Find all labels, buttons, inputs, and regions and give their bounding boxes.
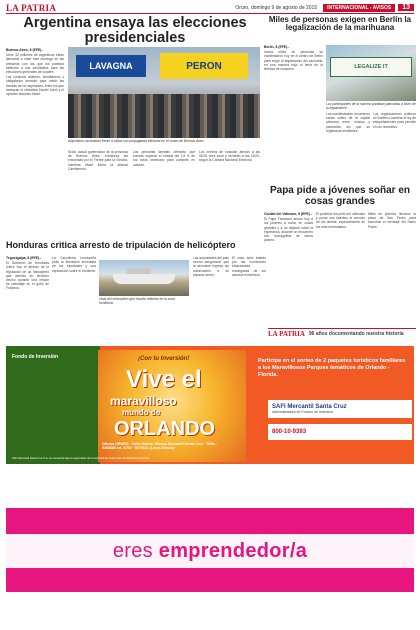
emprendedor-band xyxy=(6,534,414,568)
pope-paragraph-2: El pontífice les pidió ser valientes y poner sus talentos al servicio de los demás, especialmente de los más necesitados. xyxy=(316,212,365,229)
marijuana-paragraph-3: Los organizadores pidieron al Gobierno cambiar la ley de estupefacientes para permitir el uso recreativo. xyxy=(373,112,416,129)
honduras-photo xyxy=(99,260,189,296)
marijuana-column-1 xyxy=(264,45,323,181)
la-patria-strip xyxy=(268,328,416,338)
ad-safi-logo xyxy=(268,400,412,418)
honduras-column-1 xyxy=(6,256,49,340)
masthead xyxy=(6,2,414,14)
marijuana-headline: Miles de personas exigen en Berlín la legalización de la marihuana xyxy=(268,15,412,33)
elections-paragraph-1: Unos 32 millones de argentinos están llamados a votar este domingo en las primarias con las que los partidos definirán a sus candidatos para las elecciones generales de octubre. xyxy=(6,53,64,75)
issue-date: Oruro, domingo 9 de agosto de 2015 xyxy=(235,4,318,11)
ad-safi-sub: Administradora de Fondos de Inversión xyxy=(272,410,334,414)
elections-paragraph-3: Scioli, actual gobernador de la provincia de Buenos Aires, encabeza las encuestas por el Frente para la Victoria, mientras Macri lidera la alianza Cambiemos. xyxy=(68,150,128,171)
ad-tagline: ¡Con tu Inversión! xyxy=(138,356,190,362)
photo-sign-peron: PERON xyxy=(160,53,248,79)
emprendedor-text-bold: emprendedor/a xyxy=(158,539,308,562)
marijuana-photo-caption: Los participantes de la marcha portaban pancartas a favor de la legalización. xyxy=(326,102,416,110)
ad-green-panel xyxy=(6,346,100,464)
emprendedor-text xyxy=(113,540,307,563)
marijuana-paragraph-2: Los manifestantes recorrieron varias calles de la capital alemana entre música y pancartas, sin que se registraran incidentes. xyxy=(326,112,370,133)
ad-fund-label: Fondo de Inversión xyxy=(12,354,59,360)
pope-column-3 xyxy=(368,212,416,325)
ad-promo-text: Participa en el sorteo de 2 paquetes turísticos familiares a los Maravillosos Parques temáticos de Orlando - Florida. xyxy=(258,358,406,378)
ad-vive: Vive el xyxy=(126,366,202,393)
pope-paragraph-1: El Papa Francisco animó hoy a los jóvenes a soñar en cosas grandes y a no dejarse robar la esperanza, durante un encuentro con monaguillos de varios países. xyxy=(264,217,313,243)
honduras-paragraph-3: Las autoridades del país vecino aseguraron que la aeronave ingresó sin autorización a su espacio aéreo. xyxy=(193,256,229,277)
honduras-photo-caption: Vista del helicóptero que resultó retenido en la zona fronteriza. xyxy=(99,297,175,305)
honduras-column-4 xyxy=(232,256,266,340)
marijuana-column-2 xyxy=(326,112,370,181)
pope-headline: Papa pide a jóvenes soñar en cosas grandes xyxy=(269,185,411,207)
elections-column-2 xyxy=(68,150,128,238)
pope-column-1 xyxy=(264,212,313,325)
marijuana-photo xyxy=(326,45,416,101)
honduras-paragraph-4: El caso será tratado por las comisiones binacionales encargadas de los asuntos fronterizos. xyxy=(232,256,266,277)
ad-office-info: Oficina ORURO · Calle Bolívar Oficina Mercantil Santa Cruz · Telfs.: 5253688 int. 5765 · 5273331 (Línea Directa) xyxy=(102,442,217,451)
emprendedor-advertisement[interactable] xyxy=(6,508,414,592)
honduras-paragraph-2: La Cancillería hondureña pidió la liberación inmediata de los tripulantes y una explicación sobre el incidente. xyxy=(52,256,96,273)
emprendedor-text-normal: eres xyxy=(112,539,159,562)
marijuana-column-3 xyxy=(373,112,416,181)
honduras-column-3 xyxy=(193,256,229,340)
orlando-advertisement[interactable] xyxy=(6,346,414,464)
elections-byline: Buenos Aires, 8 (EFE).- xyxy=(6,48,44,52)
strip-logo: LA PATRIA xyxy=(268,329,305,338)
marijuana-paragraph-1: Varios miles de personas se manifestaron hoy en el centro de Berlín para exigir la legalización del cannabis, en una marcha bajo el lema de la libertad de consumo. xyxy=(264,50,323,72)
elections-headline: Argentina ensaya las elecciones presidenciales xyxy=(23,15,247,47)
marijuana-byline: Berlín, 8 (EFE).- xyxy=(264,45,290,49)
pope-column-2 xyxy=(316,212,365,325)
elections-column-1 xyxy=(6,48,64,238)
strip-text: 96 años documentando nuestra historia xyxy=(308,330,404,337)
elections-paragraph-4: Las primarias también definirán qué fuerzas superan el umbral del 1,5 % de los votos necesario para competir en octubre. xyxy=(133,150,195,167)
photo-crowd xyxy=(68,94,260,138)
page-number: 13 xyxy=(398,4,414,11)
elections-paragraph-2: Los comicios abiertos, simultáneos y obligatorios servirán para medir las fuerzas de los aspirantes, entre los que destacan el oficialista Daniel Scioli y el opositor Mauricio Macri. xyxy=(6,75,64,97)
ad-maravilloso: maravilloso xyxy=(110,394,177,408)
elections-photo-caption: Argentinos caminaban frente a vallas con propaganda electoral en el centro de Buenos Aires. xyxy=(68,139,205,143)
honduras-column-2 xyxy=(52,256,96,340)
elections-column-3 xyxy=(133,150,195,238)
photo-sign-lavagna: LAVAGNA xyxy=(76,55,146,77)
newspaper-logo: LA PATRIA xyxy=(6,2,57,13)
pope-byline: Ciudad del Vaticano, 8 (EFE).- xyxy=(264,212,312,216)
photo-banner: LEGALIZE IT xyxy=(330,57,412,77)
section-label: INTERNACIONAL - AVISOS xyxy=(323,4,395,12)
pope-paragraph-3: Miles de jóvenes llenaron la plaza de San Pedro para escuchar el mensaje del Santo Padre. xyxy=(368,212,416,229)
elections-column-4 xyxy=(199,150,260,238)
elections-photo xyxy=(68,47,260,138)
ad-orlando: ORLANDO xyxy=(114,418,216,440)
ad-fine-print: SAFI Mercantil Santa Cruz S.A. se encuentra bajo la supervisión de la Autoridad de Supervisión del Sistema Financiero. xyxy=(12,457,150,460)
honduras-headline: Honduras critica arresto de tripulación de helicóptero xyxy=(6,240,236,250)
photo-helicopter-body xyxy=(113,274,175,284)
ad-phone-number[interactable]: 800-10-9393 xyxy=(268,424,412,440)
ad-mundo: mundo de xyxy=(122,408,161,417)
elections-paragraph-5: Los centros de votación abrirán a las 08.00 hora local y cerrarán a las 18.00, según la Cámara Nacional Electoral. xyxy=(199,150,260,163)
honduras-paragraph-1: El Gobierno de Honduras criticó hoy el arresto de la tripulación de un helicóptero que aterrizó en territorio vecino durante una misión de patrullaje en el golfo de Fonseca. xyxy=(6,261,49,291)
honduras-byline: Tegucigalpa, 8 (EFE).- xyxy=(6,256,42,260)
ad-safi-name: SAFI Mercantil Santa Cruz xyxy=(272,404,347,410)
